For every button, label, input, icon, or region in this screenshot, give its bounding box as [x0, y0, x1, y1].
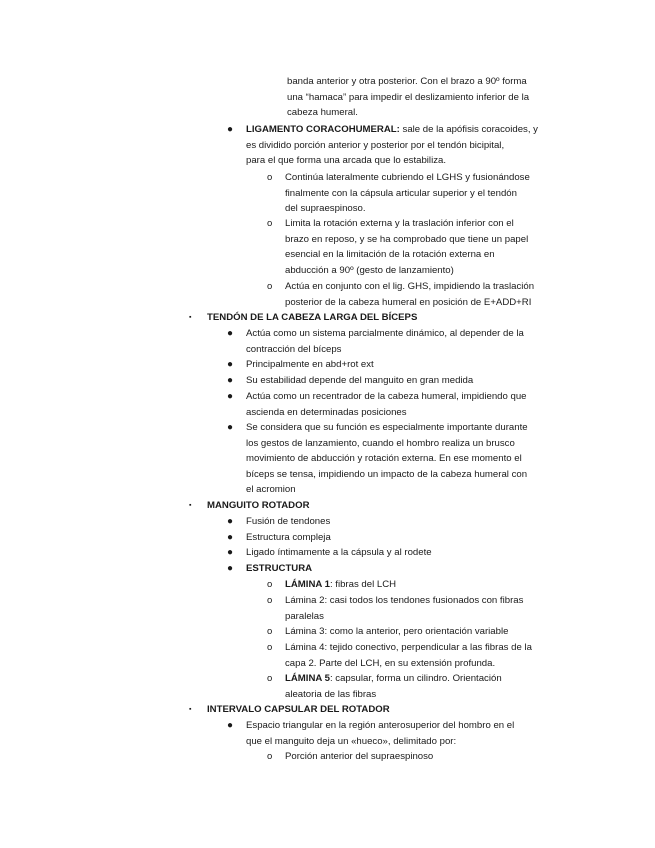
lamina-label: LÁMINA 1 [285, 579, 330, 590]
text-line: sale de la apófisis coracoides, y [402, 124, 538, 135]
text-line: que el manguito deja un «hueco», delimitado por: [246, 735, 457, 747]
bullet-dot: ● [227, 547, 234, 558]
lamina-label: LÁMINA 5 [285, 673, 330, 684]
text-line: Actúa como un sistema parcialmente dinámico, al depender de la [246, 328, 524, 339]
bullet-dot: ● [227, 563, 234, 574]
text-line: una “hamaca” para impedir el deslizamiento inferior de la [287, 91, 530, 103]
text-line: posterior de la cabeza humeral en posición de E+ADD+RI [285, 296, 532, 308]
text-line: movimiento de abducción y rotación externa. En ese momento el [246, 453, 522, 465]
bullet-dot: ● [227, 375, 234, 386]
biceps-item-2 [246, 357, 374, 373]
text-line: abducción a 90º (gesto de lanzamiento) [285, 264, 454, 276]
coracohumeral-sub-2 [285, 216, 528, 278]
text-line: aleatoria de las fibras [285, 688, 377, 700]
bullet-square: ▪ [189, 706, 192, 713]
coracohumeral-title: LIGAMENTO CORACOHUMERAL: [246, 124, 400, 135]
lamina-2 [285, 593, 523, 624]
bullet-dot: ● [227, 422, 234, 433]
coracohumeral-sub-1 [285, 170, 530, 217]
text-line: finalmente con la cápsula articular superior y el tendón [285, 187, 517, 199]
text-line: : capsular, forma un cilindro. Orientación [329, 673, 502, 684]
text-line: ascienda en determinadas posiciones [246, 406, 407, 418]
manguito-title: MANGUITO ROTADOR [207, 500, 310, 511]
bullet-dot: ● [227, 516, 234, 527]
text-line: Espacio triangular en la región anterosuperior del hombro en el [246, 720, 515, 731]
text-line: Principalmente en abd+rot ext [246, 359, 374, 370]
lamina-4 [285, 640, 532, 671]
bullet-circle: o [267, 281, 273, 292]
text-line: Limita la rotación externa y la traslación inferior con el [285, 218, 514, 229]
text-line: : fibras del LCH [329, 579, 397, 590]
coracohumeral-item [246, 122, 538, 169]
text-line: es dividido porción anterior y posterior por el tendón bicipital, [246, 139, 505, 151]
intervalo-item [246, 718, 514, 749]
estructura-heading [246, 561, 312, 577]
biceps-item-4 [246, 389, 527, 420]
lamina-1 [285, 577, 396, 593]
manguito-heading [207, 498, 310, 514]
text-line: Actúa como un recentrador de la cabeza humeral, impidiendo que [246, 391, 527, 402]
bullet-circle: o [267, 218, 273, 229]
text-line: Lámina 3: como la anterior, pero orientación variable [285, 626, 509, 637]
intervalo-sub [285, 749, 433, 765]
text-line: Continúa lateralmente cubriendo el LGHS y fusionándose [285, 172, 530, 183]
text-line: paralelas [285, 610, 324, 622]
biceps-title: TENDÓN DE LA CABEZA LARGA DEL BÍCEPS [207, 312, 418, 323]
estructura-title: ESTRUCTURA [246, 563, 313, 574]
text-line: Fusión de tendones [246, 516, 331, 527]
text-line: para el que forma una arcada que lo estabiliza. [246, 155, 446, 167]
text-line: Su estabilidad depende del manguito en gran medida [246, 375, 474, 386]
biceps-item-1 [246, 326, 524, 357]
bullet-circle: o [267, 579, 273, 590]
biceps-heading [207, 310, 417, 326]
lamina-5 [285, 671, 502, 702]
text-line: Lámina 4: tejido conectivo, perpendicular a las fibras de la [285, 642, 532, 653]
text-line: esencial en la limitación de la rotación externa en [285, 249, 495, 261]
bullet-circle: o [267, 642, 273, 653]
bullet-dot: ● [227, 391, 234, 402]
biceps-item-5 [246, 420, 528, 498]
lamina-3 [285, 624, 508, 640]
bullet-dot: ● [227, 359, 234, 370]
text-line: los gestos de lanzamiento, cuando el hombro realiza un brusco [246, 437, 515, 449]
bullet-circle: o [267, 673, 273, 684]
bullet-circle: o [267, 172, 273, 183]
text-line: Se considera que su función es especialmente importante durante [246, 422, 528, 433]
text-line: cabeza humeral. [287, 107, 358, 119]
text-line: Porción anterior del supraespinoso [285, 751, 434, 762]
coracohumeral-sub-3 [285, 279, 534, 310]
bullet-dot: ● [227, 720, 234, 731]
bullet-dot: ● [227, 124, 234, 135]
continuation-paragraph [287, 74, 529, 121]
bullet-circle: o [267, 626, 273, 637]
text-line: del supraespinoso. [285, 203, 366, 215]
text-line: Estructura compleja [246, 532, 331, 543]
text-line: contracción del bíceps [246, 343, 342, 355]
bullet-square: ▪ [189, 502, 192, 509]
intervalo-heading [207, 702, 390, 718]
text-line: Lámina 2: casi todos los tendones fusionados con fibras [285, 595, 524, 606]
text-line: bíceps se tensa, impidiendo un impacto de la cabeza humeral con [246, 468, 528, 480]
text-line: el acromion [246, 484, 296, 496]
text-line: Ligado íntimamente a la cápsula y al rodete [246, 547, 432, 558]
bullet-dot: ● [227, 328, 234, 339]
biceps-item-3 [246, 373, 473, 389]
manguito-item-2 [246, 530, 331, 546]
manguito-item-3 [246, 545, 432, 561]
intervalo-title: INTERVALO CAPSULAR DEL ROTADOR [207, 704, 390, 715]
text-line: Actúa en conjunto con el lig. GHS, impidiendo la traslación [285, 281, 535, 292]
text-line: brazo en reposo, y se ha comprobado que tiene un papel [285, 233, 529, 245]
bullet-dot: ● [227, 532, 234, 543]
text-line: capa 2. Parte del LCH, en su extensión profunda. [285, 657, 496, 669]
bullet-circle: o [267, 751, 273, 762]
text-line: banda anterior y otra posterior. Con el brazo a 90º forma [287, 76, 527, 87]
bullet-square: ▪ [189, 314, 192, 321]
manguito-item-1 [246, 514, 330, 530]
bullet-circle: o [267, 595, 273, 606]
